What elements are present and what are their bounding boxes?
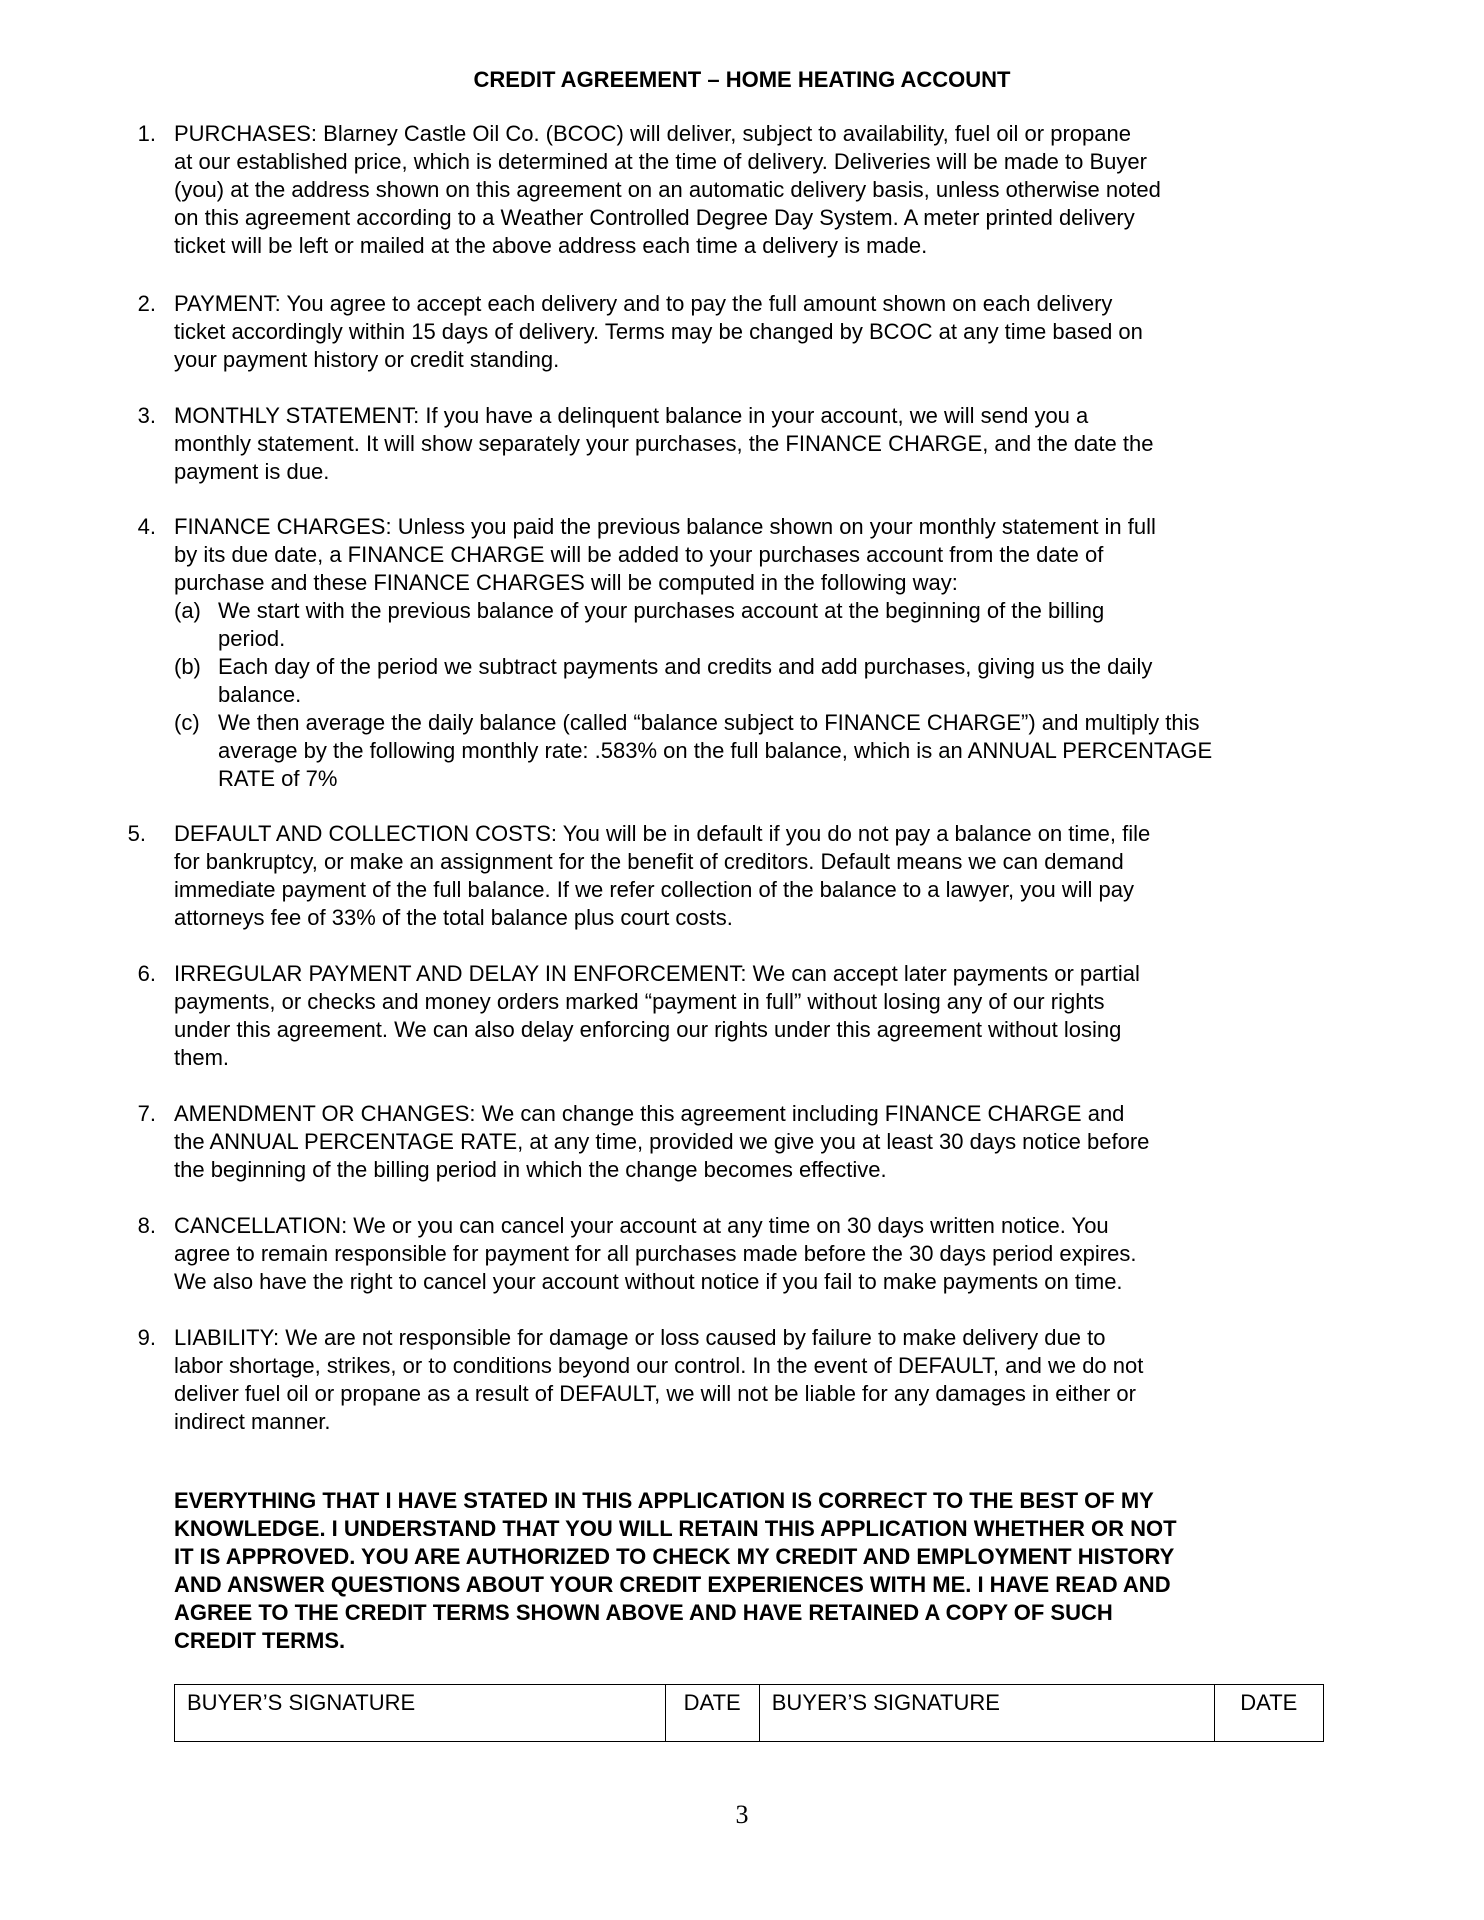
date-field-1[interactable] [665,1685,759,1742]
clause-3 [137,402,1354,486]
sub-label: (c) [174,710,200,735]
clause-text: FINANCE CHARGES: Unless you paid the previous balance shown on your monthly statement in full by its due date, a FINANCE CHARGE will be added to your purchases account from the date of purchase and these FINANCE CHARGES will be computed in the following way: [174,514,1156,595]
sub-label: (b) [174,654,201,679]
clause-text: PURCHASES: Blarney Castle Oil Co. (BCOC) will deliver, subject to availability, fuel oil or propane at our established price, which is determined at the time of delivery. Deliveries will be made to Buyer (you) at the address shown on this agreement on an automatic delivery basis, unless otherwise noted on this agreement according to a Weather Controlled Degree Day System. A meter printed delivery ticket will be left or mailed at the above address each time a delivery is made. [174,121,1161,258]
buyer-signature-label: BUYER’S SIGNATURE [187,1690,416,1715]
sub-label: (a) [174,598,201,623]
clause-number: 9. [137,1325,156,1350]
clause-text: MONTHLY STATEMENT: If you have a delinquent balance in your account, we will send you a monthly statement. It will show separately your purchases, the FINANCE CHARGE, and the date the payment is due. [174,403,1154,484]
buyer-signature-label: BUYER’S SIGNATURE [771,1690,1000,1715]
clause-number: 4. [137,514,156,539]
sub-text: Each day of the period we subtract payments and credits and add purchases, giving us the daily balance. [218,654,1153,707]
clause-number: 5. [127,821,146,846]
clause-5 [127,820,1354,932]
clause-number: 7. [137,1101,156,1126]
page-number: 3 [735,1800,749,1829]
sub-text: We then average the daily balance (called “balance subject to FINANCE CHARGE”) and multiply this average by the following monthly rate: .583% on the full balance, which is an ANNUAL PERCENTAGE RATE of 7% [218,710,1213,791]
buyer-signature-field-1[interactable] [175,1685,666,1742]
sub-text: We start with the previous balance of your purchases account at the beginning of the billing period. [218,598,1105,651]
buyer-signature-field-2[interactable] [759,1685,1214,1742]
clause-2 [137,290,1354,374]
clause-4-sub-b [174,653,1354,709]
clause-text: AMENDMENT OR CHANGES: We can change this agreement including FINANCE CHARGE and the ANNUAL PERCENTAGE RATE, at any time, provided we give you at least 30 days notice before the beginning of the billing period in which the change becomes effective. [174,1101,1150,1182]
clause-8 [137,1212,1354,1296]
date-field-2[interactable] [1214,1685,1323,1742]
signature-table [174,1684,1324,1742]
clause-9 [137,1324,1354,1436]
clause-number: 1. [137,121,156,146]
clause-number: 2. [137,291,156,316]
certification-statement: EVERYTHING THAT I HAVE STATED IN THIS APPLICATION IS CORRECT TO THE BEST OF MY KNOWLEDGE. I UNDERSTAND THAT YOU WILL RETAIN THIS APPLICATION WHETHER OR NOT IT IS APPROVED. YOU ARE AUTHORIZED TO CHECK MY CREDIT AND EMPLOYMENT HISTORY AND ANSWER QUESTIONS ABOUT YOUR CREDIT EXPERIENCES WITH ME. I HAVE READ AND AGREE TO THE CREDIT TERMS SHOWN ABOVE AND HAVE RETAINED A COPY OF SUCH CREDIT TERMS. [174,1488,1177,1653]
clause-text: LIABILITY: We are not responsible for damage or loss caused by failure to make delivery due to labor shortage, strikes, or to conditions beyond our control. In the event of DEFAULT, and we do not deliver fuel oil or propane as a result of DEFAULT, we will not be liable for any damages in either or indirect manner. [174,1325,1144,1434]
date-label: DATE [1240,1690,1298,1715]
clause-number: 6. [137,961,156,986]
clause-text: CANCELLATION: We or you can cancel your account at any time on 30 days written notice. You agree to remain responsible for payment for all purchases made before the 30 days period expires. We also have the right to cancel your account without notice if you fail to make payments on time. [174,1213,1137,1294]
clause-4-sub-a [174,597,1354,653]
clause-text: DEFAULT AND COLLECTION COSTS: You will be in default if you do not pay a balance on time, file for bankruptcy, or make an assignment for the benefit of creditors. Default means we can demand immediate payment of the full balance. If we refer collection of the balance to a lawyer, you will pay attorneys fee of 33% of the total balance plus court costs. [174,821,1151,930]
clause-text: PAYMENT: You agree to accept each delivery and to pay the full amount shown on each delivery ticket accordingly within 15 days of delivery. Terms may be changed by BCOC at any time based on your payment history or credit standing. [174,291,1143,372]
clause-number: 8. [137,1213,156,1238]
date-label: DATE [683,1690,741,1715]
clause-number: 3. [137,403,156,428]
clause-1 [137,120,1354,260]
clause-text: IRREGULAR PAYMENT AND DELAY IN ENFORCEMENT: We can accept later payments or partial payments, or checks and money orders marked “payment in full” without losing any of our rights under this agreement. We can also delay enforcing our rights under this agreement without losing them. [174,961,1140,1070]
clause-7 [137,1100,1354,1184]
clause-6 [137,960,1354,1072]
clause-4 [137,513,1354,793]
page-title: CREDIT AGREEMENT – HOME HEATING ACCOUNT [473,67,1011,92]
clause-4-sub-c [174,709,1354,793]
